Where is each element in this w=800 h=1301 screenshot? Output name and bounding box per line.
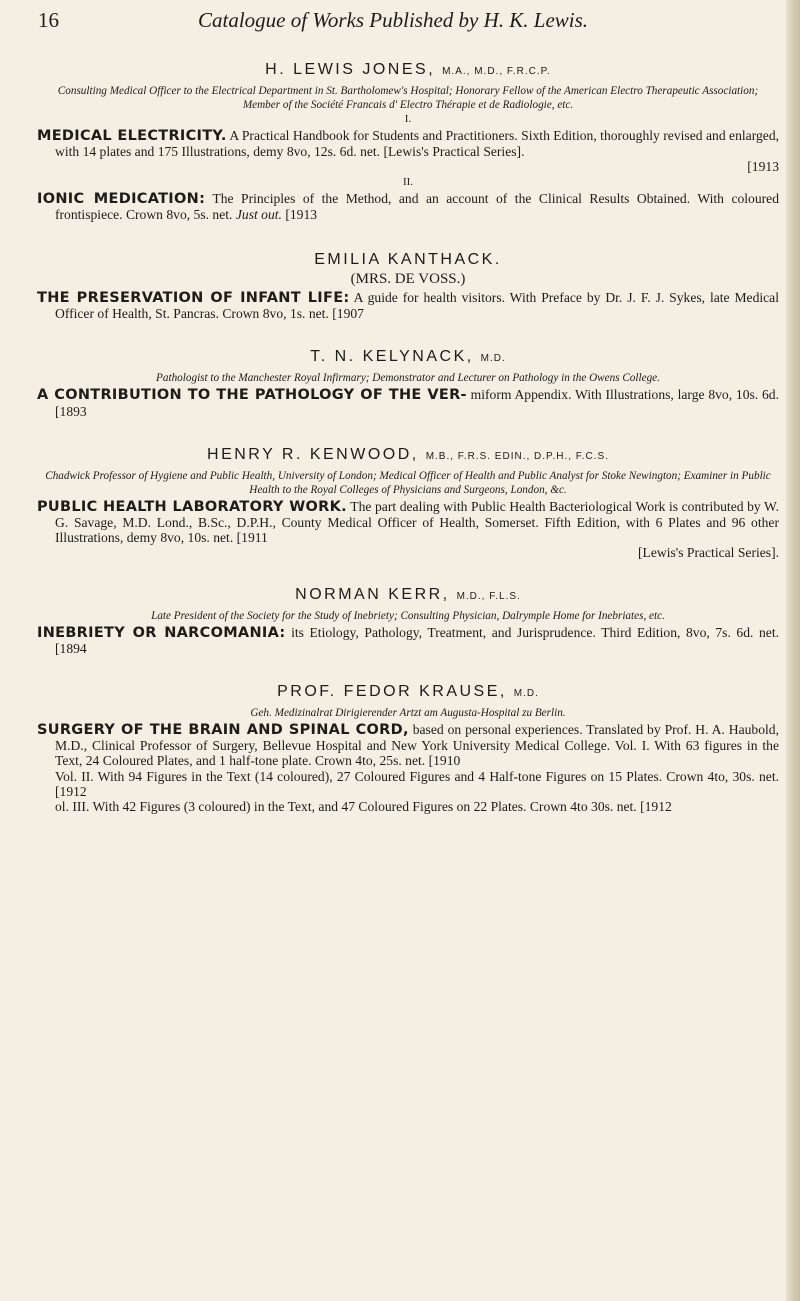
book-description: based on personal experiences. Translated by Prof. H. A. Haubold, M.D., Clinical Professor of Surgery, Bellevue Hospital and New York University Medical College. Vol. I. With 63 figures in the Text, 24 Coloured Plates, and 1 half-tone plate. Crown 4to, 25s. net. [55,722,779,769]
book-description: The Principles of the Method, and an account of the Clinical Results Obtained. With coloured frontispiece. Crown 8vo, 5s. net. [55,190,780,222]
book-title: INEBRIETY OR NARCOMANIA: [37,624,286,641]
book-description: A Practical Handbook for Students and Practitioners. Sixth Edition, thoroughly revised and enlarged, with 14 plates and 175 Illustrations, demy 8vo, 12s. 6d. net. [Lewis's Practical Series]. [55,128,780,160]
book-listing [37,625,779,656]
book-listing [37,499,779,561]
author-affiliation: Geh. Medizinalrat Dirigierender Artzt am Augusta-Hospital zu Berlin. [250,707,566,720]
author-name [37,445,779,467]
book-listing [37,290,779,321]
author-name [37,60,779,82]
catalogue-entry [37,585,779,656]
author-name: EMILIA KANTHACK. [314,251,502,269]
book-listing [37,387,779,418]
author-degrees: M.B., F.R.S. EDIN., D.P.H., F.C.S. [425,450,609,462]
author-subtitle: (MRS. DE VOSS.) [350,271,466,288]
book-title: A CONTRIBUTION TO THE PATHOLOGY OF THE VER- [37,387,467,404]
book-listing [37,191,779,222]
running-title: Catalogue of Works Published by H. K. Lewis. [198,8,589,32]
book-description: The part dealing with Public Health Bacteriological Work is contributed by W. G. Savage, M.D. Lond., B.Sc., D.P.H., County Medical Officer of Health, Somerset. Fifth Edition, with 6 Plates and 96 other Illustrations, demy 8vo, 10s. net. [55,498,780,546]
book-year: [1913 [285,206,318,222]
author-affiliation: Consulting Medical Officer to the Electrical Department in St. Bartholomew's Hospital; Honorary Fellow of the American Electro Therapeutic Association; Member of the Société Francais d' Electro Thérapie et de Radiologie, etc. [57,85,759,111]
book-year: [1911 [236,530,268,546]
book-description: its Etiology, Pathology, Treatment, and Jurisprudence. Third Edition, 8vo, 7s. 6d. net. [291,624,780,640]
book-year: [1910 [428,753,461,769]
catalogue-content [37,60,779,830]
volume-description: ol. III. With 42 Figures (3 coloured) in the Text, and 47 Coloured Figures on 22 Plates. Crown 4to 30s. net. [55,799,637,815]
author-name [37,585,779,607]
page-header [38,6,778,38]
book-title: THE PRESERVATION OF INFANT LIFE: [37,290,350,307]
volume-year: [1912 [640,799,672,815]
book-series: [Lewis's Practical Series]. [638,545,779,561]
author-degrees: M.D. [480,353,506,365]
author-degrees: M.D. [513,688,539,700]
volume-year: [1912 [55,783,87,799]
volume-listing [37,799,779,814]
author-name [37,682,779,704]
author-name-text: NORMAN KERR, [295,585,450,603]
book-description: A guide for health visitors. With Preface by Dr. J. F. J. Sykes, late Medical Officer of Health, St. Pancras. Crown 8vo, 1s. net. [55,290,779,322]
volume-listing [37,769,779,799]
book-title: PUBLIC HEALTH LABORATORY WORK. [37,498,347,515]
book-title: IONIC MEDICATION: [37,190,206,207]
author-name [37,347,779,369]
book-note: Just out. [235,206,282,222]
catalogue-entry [37,60,779,222]
author-degrees: M.D., F.L.S. [456,590,521,602]
author-name-text: T. N. KELYNACK, [310,348,474,366]
author-affiliation: Pathologist to the Manchester Royal Infirmary; Demonstrator and Lecturer on Pathology in the Owens College. [156,372,660,385]
book-title: SURGERY OF THE BRAIN AND SPINAL CORD, [37,722,409,739]
page-number: 16 [38,8,59,32]
book-listing [37,722,779,769]
author-name-text: PROF. FEDOR KRAUSE, [277,683,507,701]
page-edge [786,0,800,1301]
book-number: II. [402,175,414,188]
catalogue-entry [37,682,779,814]
author-affiliation: Late President of the Society for the Study of Inebriety; Consulting Physician, Dalrymple Home for Inebriates, etc. [151,609,665,622]
volume-description: Vol. II. With 94 Figures in the Text (14 coloured), 27 Coloured Figures and 4 Half-tone Figures on 15 Plates. Crown 4to, 30s. net. [55,768,779,784]
book-year: [1893 [55,403,87,419]
book-description: miform Appendix. With Illustrations, large 8vo, 10s. 6d. [470,387,779,403]
author-name-text: HENRY R. KENWOOD, [207,445,419,463]
book-title: MEDICAL ELECTRICITY. [37,128,227,144]
author-name-text: H. LEWIS JONES, [265,61,436,78]
book-year: [1913 [747,159,779,175]
book-year: [1907 [332,306,364,322]
catalogue-entry [37,347,779,418]
book-year: [1894 [55,640,87,656]
author-affiliation: Chadwick Professor of Hygiene and Public Health, University of London; Medical Officer of Health and Public Analyst for Stoke Newington; Examiner in Public Health to the Royal Colleges of Physicians and Surgeons, London, &c. [45,469,771,496]
book-number: I. [404,113,412,125]
catalogue-entry [37,445,779,561]
book-listing [37,128,779,175]
catalogue-entry [37,250,779,321]
author-degrees: M.A., M.D., F.R.C.P. [442,66,551,77]
